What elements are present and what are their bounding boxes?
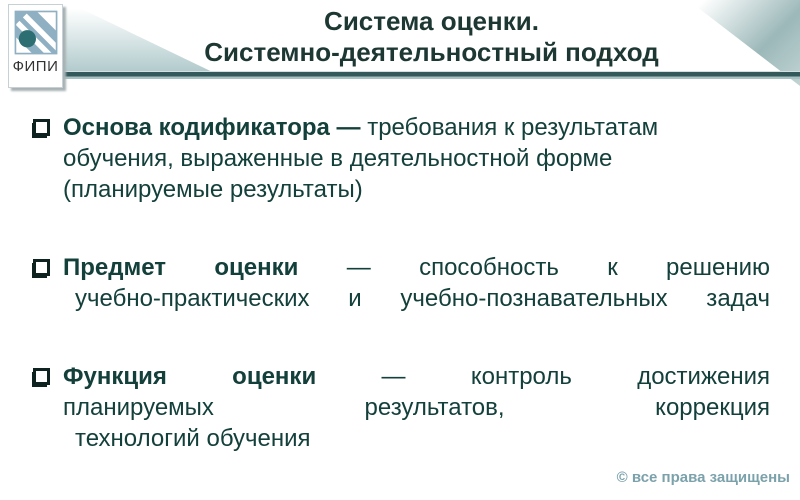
- slide-title: [63, 6, 800, 68]
- bullet-item-predmet: [33, 252, 770, 314]
- square-bullet-icon: [33, 119, 50, 136]
- fipi-logo: [8, 4, 63, 88]
- header-divider-rule: [62, 71, 800, 79]
- bullet-lead-rest: — способность к решению: [346, 254, 770, 281]
- square-bullet-icon: [33, 368, 50, 385]
- fipi-emblem-icon: [14, 10, 58, 56]
- bullet-line: планируемых результатов, коррекция: [63, 394, 770, 421]
- bullet-lead-rest: — контроль достижения: [381, 363, 771, 390]
- bullet-line: обучения, выраженные в деятельностной форме: [63, 145, 613, 172]
- bullet-lead-bold: Предмет оценки: [63, 254, 299, 281]
- bullet-item-funkciya: [33, 361, 770, 454]
- title-line-1: Система оценки.: [324, 6, 539, 36]
- bullet-line: [63, 361, 770, 392]
- bullet-line: [63, 112, 770, 143]
- bullet-line: технологий обучения: [75, 425, 311, 452]
- bullet-item-kodifikator: [33, 112, 770, 205]
- bullet-lead-bold: Функция оценки: [63, 363, 317, 390]
- bullet-line: (планируемые результаты): [63, 176, 363, 203]
- bullet-lead-rest: требования к результатам: [367, 114, 659, 141]
- copyright-notice: © все права защищены: [616, 469, 790, 486]
- fipi-logo-label: ФИПИ: [12, 58, 59, 75]
- bullet-lead-bold: Основа кодификатора —: [63, 114, 361, 141]
- bullet-line: [63, 252, 770, 283]
- title-line-2: Системно-деятельностный подход: [204, 37, 659, 67]
- square-bullet-icon: [33, 259, 50, 276]
- bullet-line: учебно-практических и учебно-познавательных задач: [75, 285, 770, 312]
